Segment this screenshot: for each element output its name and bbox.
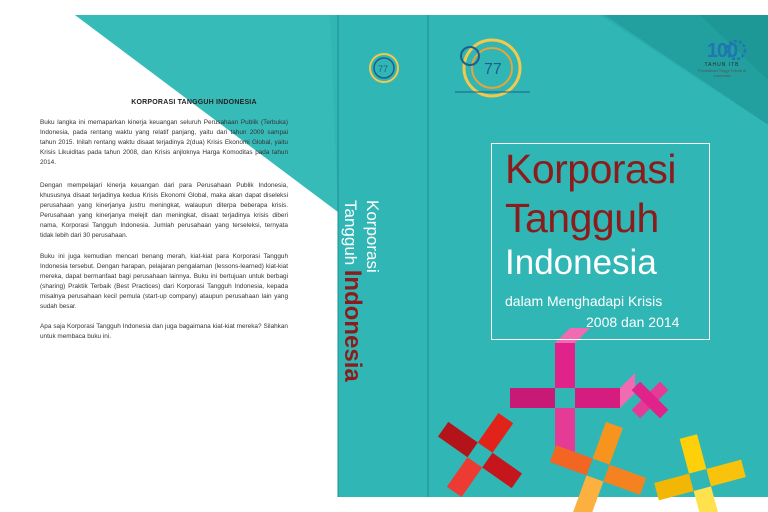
centenary-tahun: TAHUN ITB	[704, 62, 740, 68]
front-title-line2: Tangguh	[505, 195, 659, 241]
back-cover-title: KORPORASI TANGGUH INDONESIA	[131, 99, 257, 106]
centenary-caption: Pendidikan Tinggi Teknik di Indonesia	[697, 68, 747, 78]
back-cover-paragraph-3: Buku ini juga kemudian mencari benang merah, kiat-kiat para Korporasi Tangguh Indonesia tersebut. Dengan harapan, pelajaran pengalaman (lessons-learned) kiat-kiat mereka, dapat bermanfaat bagi perusahaan lainnya. Buku ini bertujuan untuk berbagi (sharing) Praktik Terbaik (Best Practices) dari Korporasi Tangguh Indonesia, kepada misalnya perusahaan kecil pemula (start-up company) ataupun perusahaan lain yang sudah besar.	[40, 253, 288, 310]
spine-title-line3: Indonesia	[339, 269, 366, 382]
svg-text:77: 77	[378, 64, 389, 74]
centenary-number: 100	[706, 40, 738, 62]
anniversary-logo-spine-icon	[370, 54, 398, 82]
back-cover-paragraph-2: Dengan mempelajari kinerja keuangan dari para Perusahaan Publik Indonesia, khususnya disaat terjadinya kedua Krisis Ekonomi Global, maka akan dapat diseleksi perusahaan yang kinerjanya justru meningkat, walaupun diterpa beberapa krisis. Perusahaan yang kinerjanya melejit dan meningkat, disaat terjadinya krisis diberi nama, Korporasi Tangguh Indonesia. Jumlah perusahaan yang terseleksi, ternyata tidak lebih dari 30 perusahaan.	[40, 182, 288, 239]
back-cover-paragraph-1: Buku langka ini memaparkan kinerja keuangan seluruh Perusahaan Publik (Terbuka) Indonesia, pada rentang waktu yang relatif panjang, yaitu dari tahun 2009 sampai tahun 2015. Inilah rentang waktu disaat terjadinya 2(dua) Krisis Ekonomi Global, yaitu Krisis Likuiditas pada tahun 2008, dan Krisis anjloknya Harga Komoditas pada tahun 2014.	[40, 119, 288, 166]
front-subtitle-line1: dalam Menghadapi Krisis	[505, 293, 663, 309]
spine-title-line1: Korporasi	[363, 200, 382, 273]
front-subtitle-line2: 2008 dan 2014	[586, 314, 680, 330]
front-title-line1: Korporasi	[505, 146, 676, 192]
front-title-line3: Indonesia	[505, 243, 657, 282]
centenary-badge	[696, 40, 748, 78]
spine-title-line2: Tangguh	[341, 200, 360, 266]
svg-text:77: 77	[484, 61, 502, 78]
back-cover-paragraph-4: Apa saja Korporasi Tangguh Indonesia dan juga bagaimana kiat-kiat mereka? Silahkan untuk membaca buku ini.	[40, 323, 288, 340]
